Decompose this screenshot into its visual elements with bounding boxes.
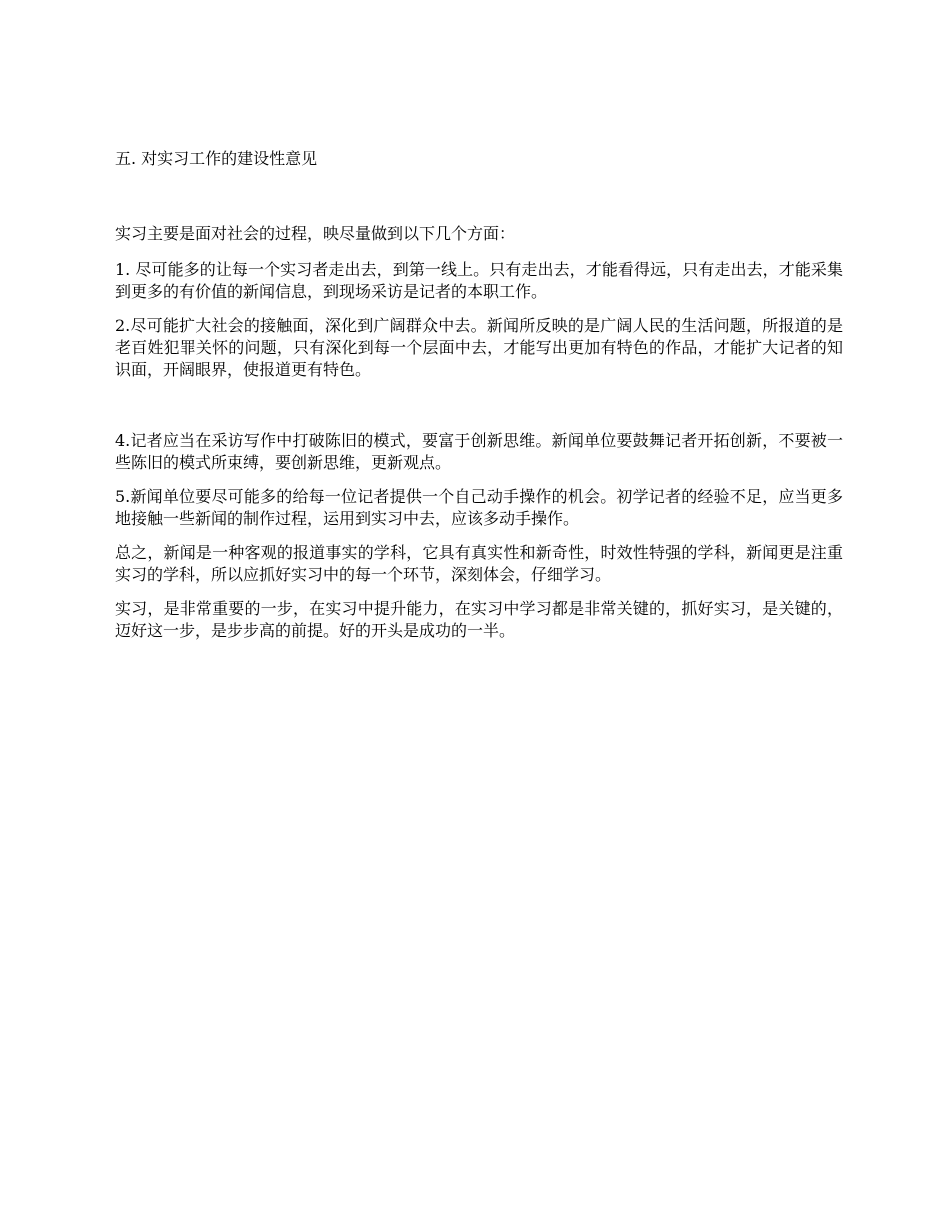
suggestion-paragraph-1: 1. 尽可能多的让每一个实习者走出去，到第一线上。只有走出去，才能看得远，只有走出去，才能采集到更多的有价值的新闻信息，到现场采访是记者的本职工作。 (115, 260, 843, 301)
document-page (115, 148, 843, 654)
paragraph-gap (115, 393, 843, 430)
conclusion-paragraph: 实习，是非常重要的一步，在实习中提升能力，在实习中学习都是非常关键的，抓好实习，是关键的，迈好这一步，是步步高的前提。好的开头是成功的一半。 (115, 599, 843, 640)
suggestion-paragraph-4: 4.记者应当在采访写作中打破陈旧的模式，要富于创新思维。新闻单位要鼓舞记者开拓创新，不要被一些陈旧的模式所束缚，要创新思维，更新观点。 (115, 431, 843, 472)
summary-paragraph: 总之，新闻是一种客观的报道事实的学科，它具有真实性和新奇性，时效性特强的学科，新闻更是注重实习的学科，所以应抓好实习中的每一个环节，深刻体会，仔细学习。 (115, 543, 843, 584)
suggestion-paragraph-2: 2.尽可能扩大社会的接触面，深化到广阔群众中去。新闻所反映的是广阔人民的生活问题，所报道的是老百姓犯罪关怀的问题，只有深化到每一个层面中去，才能写出更加有特色的作品，才能扩大记者的知识面，开阔眼界，使报道更有特色。 (115, 316, 843, 379)
section-heading: 五. 对实习工作的建设性意见 (115, 149, 318, 168)
suggestion-paragraph-5: 5.新闻单位要尽可能多的给每一位记者提供一个自己动手操作的机会。初学记者的经验不足，应当更多地接触一些新闻的制作过程，运用到实习中去，应该多动手操作。 (115, 487, 843, 528)
intro-paragraph: 实习主要是面对社会的过程，映尽量做到以下几个方面： (115, 224, 516, 243)
